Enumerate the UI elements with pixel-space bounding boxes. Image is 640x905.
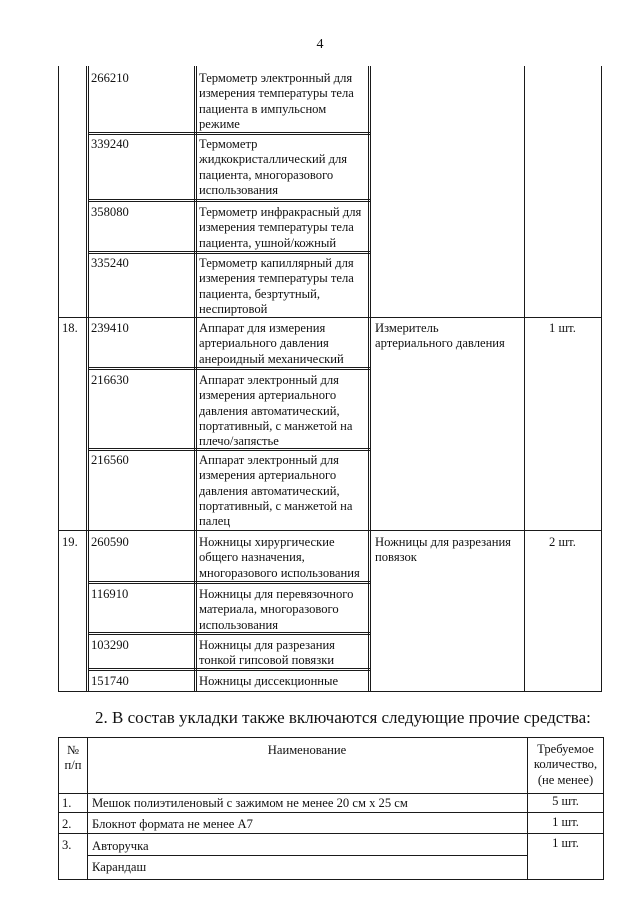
item-name: Аппарат для измерения артериального давления анероидный механический [199, 321, 344, 366]
row-divider [58, 812, 604, 813]
table-border [368, 66, 369, 691]
header-name: Наименование [267, 743, 347, 757]
row-divider [88, 369, 370, 370]
row-divider [88, 367, 370, 368]
section-title: 2. В состав укладки также включаются следующие прочие средства: [95, 708, 591, 727]
header-quantity: Требуемое количество, (не менее) [533, 742, 598, 787]
item-name: Ножницы для перевязочного материала, многоразового использования [199, 587, 354, 632]
item-code: 266210 [91, 71, 129, 85]
row-divider [88, 251, 370, 252]
item-name: Ножницы хирургические общего назначения, многоразового использования [199, 535, 360, 580]
table-border [88, 66, 89, 691]
item-name: Аппарат электронный для измерения артериального давления автоматический, портативный, с манжетой на палец [199, 453, 353, 529]
row-number: 3. [62, 838, 72, 852]
row-divider [88, 201, 370, 202]
supply-name: Авторучка [92, 839, 149, 853]
row-number: 2. [62, 817, 72, 831]
header-number: № п/п [64, 743, 82, 773]
supply-name: Карандаш [92, 860, 147, 874]
item-code: 216560 [91, 453, 129, 467]
row-number: 19. [62, 535, 78, 549]
item-name: Ножницы диссекционные [199, 674, 339, 688]
table-bottom-border [58, 879, 604, 880]
table-border [58, 66, 59, 691]
row-number: 18. [62, 321, 78, 335]
item-code: 239410 [91, 321, 129, 335]
supply-quantity: 5 шт. [552, 794, 579, 808]
supply-quantity: 1 шт. [552, 836, 579, 850]
group-name: Ножницы для разрезания повязок [375, 535, 511, 565]
item-code: 358080 [91, 205, 129, 219]
item-name: Термометр жидкокристаллический для пациента, многоразового использования [199, 137, 348, 197]
table-bottom-border [58, 691, 602, 692]
item-code: 116910 [91, 587, 129, 601]
table-border [370, 66, 371, 691]
table-border [86, 66, 87, 691]
row-divider [88, 670, 370, 671]
item-code: 103290 [91, 638, 129, 652]
row-divider [88, 450, 370, 451]
table-top-border [58, 737, 604, 738]
row-number: 1. [62, 796, 72, 810]
supply-name: Блокнот формата не менее А7 [92, 817, 253, 831]
supply-quantity: 1 шт. [552, 815, 579, 829]
table-border [601, 66, 602, 691]
item-name: Термометр капиллярный для измерения температуры тела пациента, безртутный, неспиртовой [199, 256, 354, 316]
group-name: Измеритель артериального давления [375, 321, 505, 351]
row-divider [88, 253, 370, 254]
group-quantity: 1 шт. [549, 321, 576, 335]
item-code: 260590 [91, 535, 129, 549]
item-name: Аппарат электронный для измерения артериального давления автоматический, портативный, с манжетой на плечо/запястье [199, 373, 353, 449]
item-name: Термометр инфракрасный для измерения температуры тела пациента, ушной/кожный [199, 205, 362, 250]
table-border [196, 66, 197, 691]
row-divider [58, 793, 604, 794]
table-border [194, 66, 195, 691]
group-divider [58, 530, 602, 531]
supply-name: Мешок полиэтиленовый с зажимом не менее 20 см х 25 см [92, 796, 408, 810]
item-name: Термометр электронный для измерения температуры тела пациента в импульсном режиме [199, 71, 354, 131]
row-divider [88, 583, 370, 584]
item-code: 335240 [91, 256, 129, 270]
row-divider [88, 134, 370, 135]
item-code: 216630 [91, 373, 129, 387]
row-divider [87, 855, 527, 856]
table-border [524, 66, 525, 691]
row-divider [88, 581, 370, 582]
item-code: 339240 [91, 137, 129, 151]
row-divider [58, 833, 604, 834]
group-quantity: 2 шт. [549, 535, 576, 549]
item-name: Ножницы для разрезания тонкой гипсовой повязки [199, 638, 335, 668]
item-code: 151740 [91, 674, 129, 688]
row-divider [88, 199, 370, 200]
page-number: 4 [316, 37, 324, 52]
row-divider [88, 634, 370, 635]
